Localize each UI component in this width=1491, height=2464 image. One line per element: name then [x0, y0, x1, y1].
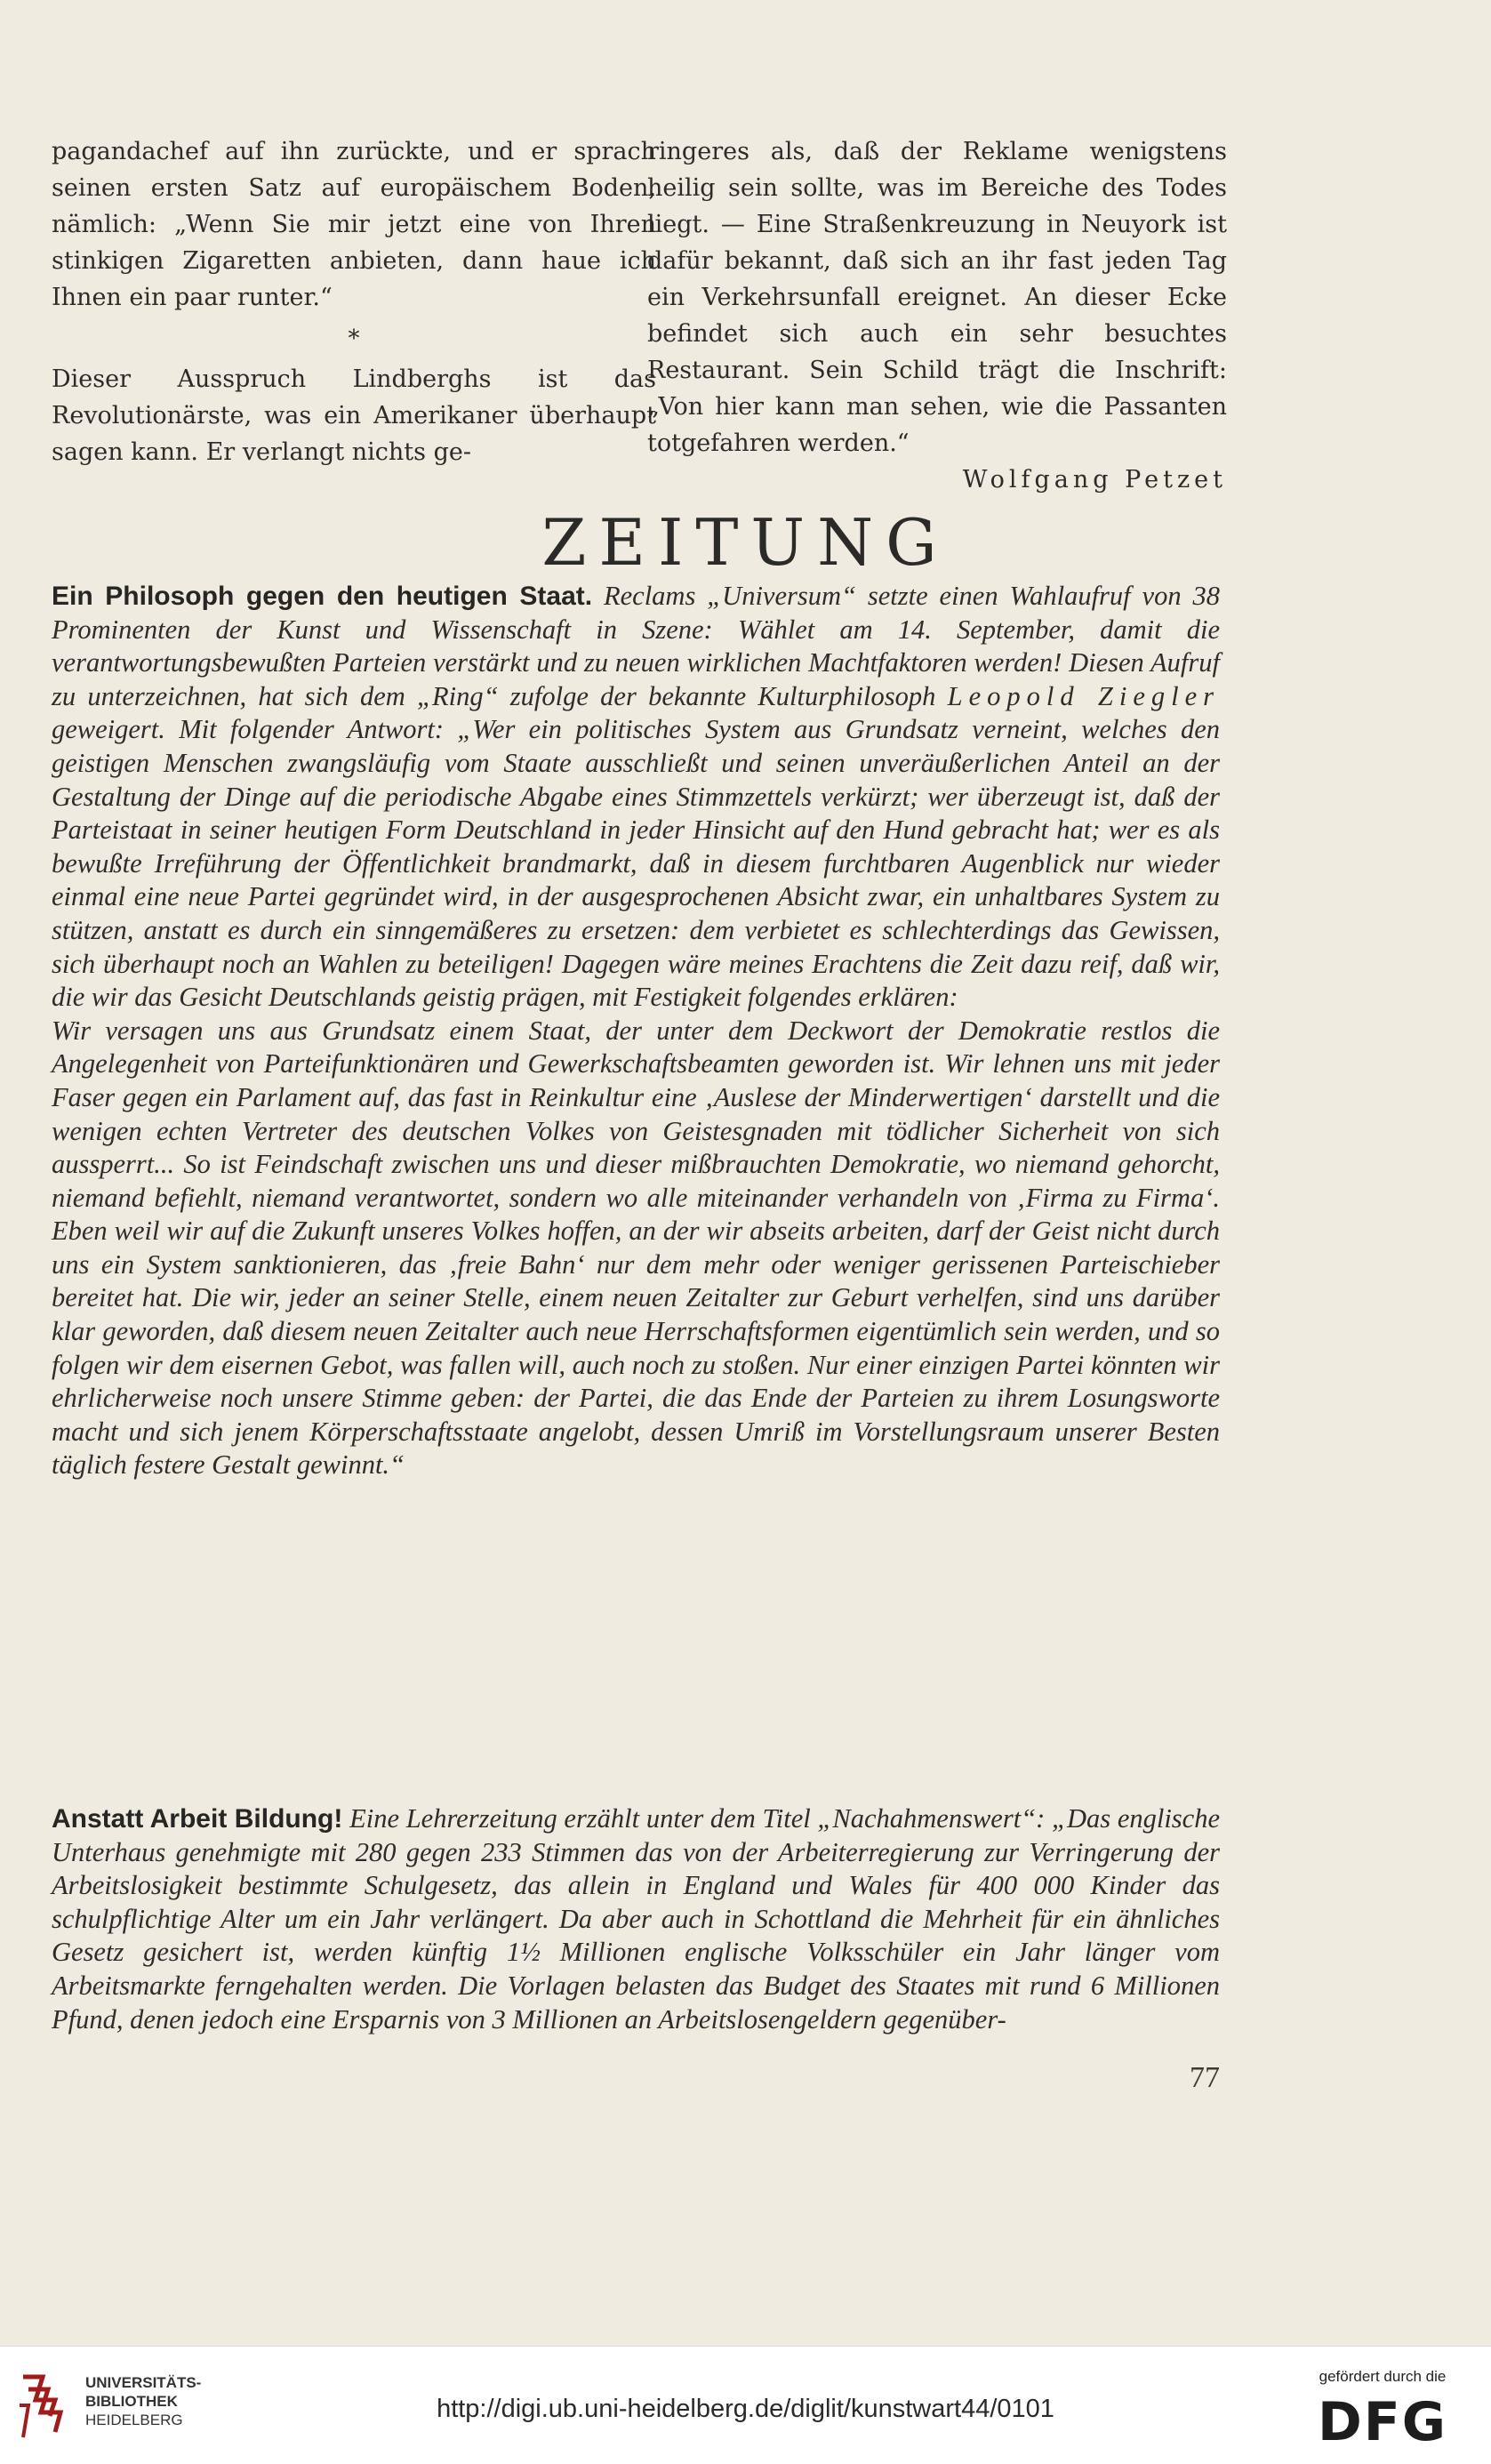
article-text: geweigert. Mit folgender Antwort: „Wer ein politisches System aus Grundsatz verneint, welches den geistigen Menschen zwangsläufig vom Staate ausschließt und seinen unveräußerlichen Anteil an der Gestaltung der Dinge auf die periodische Abgabe eines Stimmzettels verkürzt; wer überzeugt ist, daß der Parteistaat in seiner heutigen Form Deutschland in jeder Hinsicht auf den Hund gebracht hat; wer es als bewußte Irreführung der Öffentlichkeit brandmarkt, daß in diesem furchtbaren Augenblick nur wieder einmal eine neue Partei gegründet wird, in der ausgesprochenen Absicht zwar, ein unhaltbares System zu stützen, anstatt es durch ein sinngemäßeres zu ersetzen: dem verbietet es schlechterdings das Gewissen, sich überhaupt noch an Wahlen zu beteiligen! Dagegen wäre meines Erachtens die Zeit dazu reif, daß wir, die wir das Gesicht Deutschlands geistig prägen, mit Festigkeit folgendes erklären:: [52, 714, 1220, 1013]
funding-credit: [1294, 2368, 1471, 2453]
author-signature: Wolfgang Petzet: [962, 466, 1227, 494]
article-paragraph: [52, 1802, 1220, 2036]
top-right-column: [647, 133, 1227, 498]
column-paragraph: Dieser Ausspruch Lindberghs ist das Revolutionärste, was ein Amerikaner überhaupt sagen kann. Er verlangt nichts ge-: [52, 365, 656, 466]
dfg-logo: DFG: [1317, 2391, 1448, 2453]
library-name-line: HEIDELBERG: [85, 2412, 183, 2428]
viewer-footer: [0, 2346, 1491, 2464]
section-heading: ZEITUNG: [541, 505, 950, 580]
column-paragraph: ringeres als, daß der Reklame wenigstens heilig sein sollte, was im Bereiche des Todes liegt. — Eine Straßenkreuzung in Neuyork ist dafür bekannt, daß sich an ihr fast jeden Tag ein Verkehrsunfall ereignet. An dieser Ecke befindet sich auch ein sehr besuchtes Restaurant. Sein Schild trägt die Inschrift: „Von hier kann man sehen, wie die Passanten totgefahren werden.“: [647, 138, 1227, 457]
column-paragraph: pagandachef auf ihn zurückte, und er sprach seinen ersten Satz auf europäischem Boden, nämlich: „Wenn Sie mir jetzt eine von Ihren stinkigen Zigaretten anbieten, dann haue ich Ihnen ein paar runter.“: [52, 138, 656, 311]
article-philosoph: [52, 580, 1220, 1482]
asterisk-separator: *: [348, 325, 360, 352]
article-bildung: [52, 1802, 1220, 2036]
page-number: 77: [1190, 2061, 1220, 2094]
article-text: Reclams „Universum“ setzte einen Wahlaufruf von 38 Prominenten der Kunst und Wissenschaft in Szene: Wählet am 14. September, damit die verantwortungsbewußten Parteien verstärkt und zu neuen wirklichen Machtfaktoren werden! Diesen Aufruf zu unterzeichnen, hat sich dem „Ring“ zufolge der bekannte Kulturphilosoph: [52, 581, 1220, 711]
article-lead: Anstatt Arbeit Bildung!: [52, 1804, 343, 1834]
library-name-line: UNIVERSITÄTS-: [85, 2374, 202, 2391]
article-quote: Wir versagen uns aus Grundsatz einem Staat, der unter dem Deckwort der Demokratie restlos die Angelegenheit von Parteifunktionären und Gewerkschaftsbeamten geworden ist. Wir lehnen uns mit jeder Faser gegen ein Parlament auf, das fast in Reinkultur eine ‚Auslese der Minderwertigen‘ darstellt und die wenigen echten Vertreter des deutschen Volkes von Geistesgnaden mit tödlicher Sicherheit von sich aussperrt... So ist Feindschaft zwischen uns und dieser mißbrauchten Demokratie, wo niemand gehorcht, niemand befiehlt, niemand verantwortet, sondern wo alle miteinander verhandeln von ‚Firma zu Firma‘. Eben weil wir auf die Zukunft unseres Volkes hoffen, an der wir abseits arbeiten, darf der Geist nicht durch uns ein System sanktionieren, das ‚freie Bahn‘ nur dem mehr oder weniger gerissenen Parteischieber bereitet hat. Die wir, jeder an seiner Stelle, einem neuen Zeitalter zur Geburt verhelfen, sind uns darüber klar geworden, daß diesem neuen Zeitalter auch neue Herrschaftsformen eigentümlich sein werden, und so folgen wir dem eisernen Gebot, was fallen will, auch noch zu stoßen. Nur einer einzigen Partei könnten wir ehrlicherweise noch unsere Stimme geben: der Partei, die das Ende der Parteien zu ihrem Losungsworte macht und sich jenem Körperschaftsstaate angelobt, dessen Umriß im Vorstellungsraum unserer Besten täglich festere Gestalt gewinnt.“: [52, 1015, 1220, 1481]
article-text: Eine Lehrerzeitung erzählt unter dem Titel „Nachahmenswert“: „Das englische Unterhaus genehmigte mit 280 gegen 233 Stimmen das von der Arbeiterregierung zur Verringerung der Arbeitslosigkeit bestimmte Schulgesetz, das allein in England und Wales für 400 000 Kinder das schulpflichtige Alter um ein Jahr verlängert. Da aber auch in Schottland die Mehrheit für ein ähnliches Gesetz gesichert ist, werden künftig 1½ Millionen englische Volksschüler ein Jahr länger vom Arbeitsmarkte ferngehalten werden. Die Vorlagen belasten das Budget des Staates mit rund 6 Millionen Pfund, denen jedoch eine Ersparnis von 3 Millionen an Arbeitslosengeldern gegenüber-: [52, 1803, 1220, 2035]
article-paragraph: [52, 580, 1220, 1015]
article-lead: Ein Philosoph gegen den heutigen Staat.: [52, 582, 593, 611]
person-name: Leopold Ziegler: [947, 680, 1220, 711]
library-name-line: BIBLIOTHEK: [85, 2393, 178, 2410]
permalink-url[interactable]: http://digi.ub.uni-heidelberg.de/diglit/kunstwart44/0101: [437, 2395, 1054, 2423]
top-left-column: [52, 133, 656, 470]
funding-note: gefördert durch die: [1319, 2368, 1447, 2385]
